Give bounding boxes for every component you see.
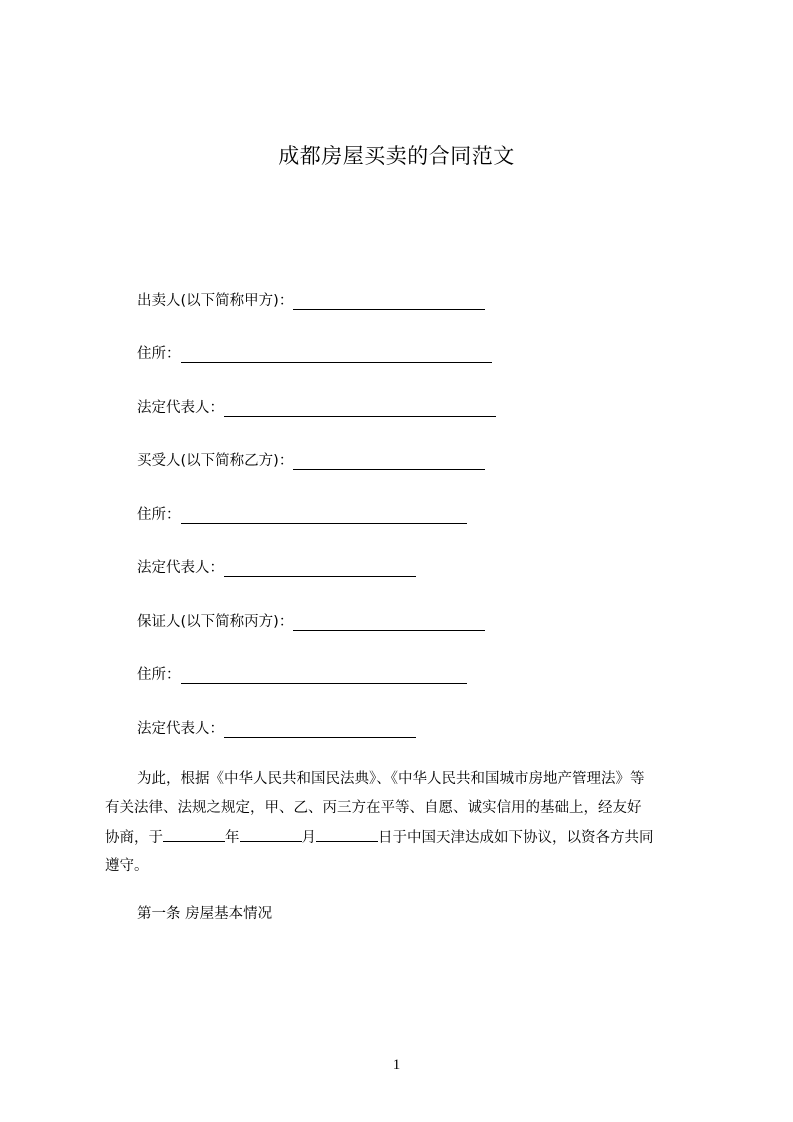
buyer-representative-label: 法定代表人： [137, 560, 224, 576]
seller-representative-label: 法定代表人： [137, 400, 224, 416]
paragraph-line-1: 为此，根据《中华人民共和国民法典》、《中华人民共和国城市房地产管理法》等 [137, 771, 645, 787]
paragraph-line-3-end: 日于中国天津达成如下协议，以资各方共同 [378, 830, 654, 846]
year-blank[interactable] [163, 823, 225, 842]
buyer-address-field [137, 504, 467, 526]
guarantor-field [137, 611, 485, 633]
guarantor-representative-field [137, 718, 416, 740]
paragraph-line-4: 遵守。 [105, 858, 149, 874]
guarantor-address-field [137, 664, 467, 686]
guarantor-address-blank[interactable] [181, 664, 467, 684]
month-label: 月 [301, 830, 316, 846]
buyer-address-label: 住所： [137, 507, 181, 523]
guarantor-representative-label: 法定代表人： [137, 721, 224, 737]
seller-label: 出卖人(以下简称甲方)： [137, 293, 294, 309]
day-blank[interactable] [316, 823, 378, 842]
buyer-label: 买受人(以下简称乙方)： [137, 453, 294, 469]
month-blank[interactable] [240, 823, 302, 842]
page-number: 1 [392, 1057, 401, 1073]
buyer-field [137, 450, 485, 472]
guarantor-address-label: 住所： [137, 667, 181, 683]
buyer-representative-field [137, 557, 416, 579]
seller-representative-blank[interactable] [224, 397, 496, 417]
seller-field [137, 290, 485, 312]
seller-address-label: 住所： [137, 346, 181, 362]
paragraph-line-3 [105, 823, 698, 852]
seller-blank[interactable] [293, 290, 485, 310]
year-label: 年 [225, 830, 240, 846]
buyer-address-blank[interactable] [181, 504, 467, 524]
buyer-representative-blank[interactable] [224, 557, 416, 577]
guarantor-blank[interactable] [293, 611, 485, 631]
buyer-blank[interactable] [293, 450, 485, 470]
document-title: 成都房屋买卖的合同范文 [278, 144, 515, 168]
seller-address-blank[interactable] [181, 343, 492, 363]
paragraph-line-2: 有关法律、法规之规定，甲、乙、丙三方在平等、自愿、诚实信用的基础上，经友好 [105, 800, 642, 816]
paragraph-line-3-start: 协商，于 [105, 830, 163, 846]
guarantor-representative-blank[interactable] [224, 718, 416, 738]
section-heading: 第一条 房屋基本情况 [137, 906, 273, 922]
seller-address-field [137, 343, 492, 365]
agreement-paragraph [105, 765, 698, 881]
seller-representative-field [137, 397, 496, 419]
guarantor-label: 保证人(以下简称丙方)： [137, 614, 294, 630]
